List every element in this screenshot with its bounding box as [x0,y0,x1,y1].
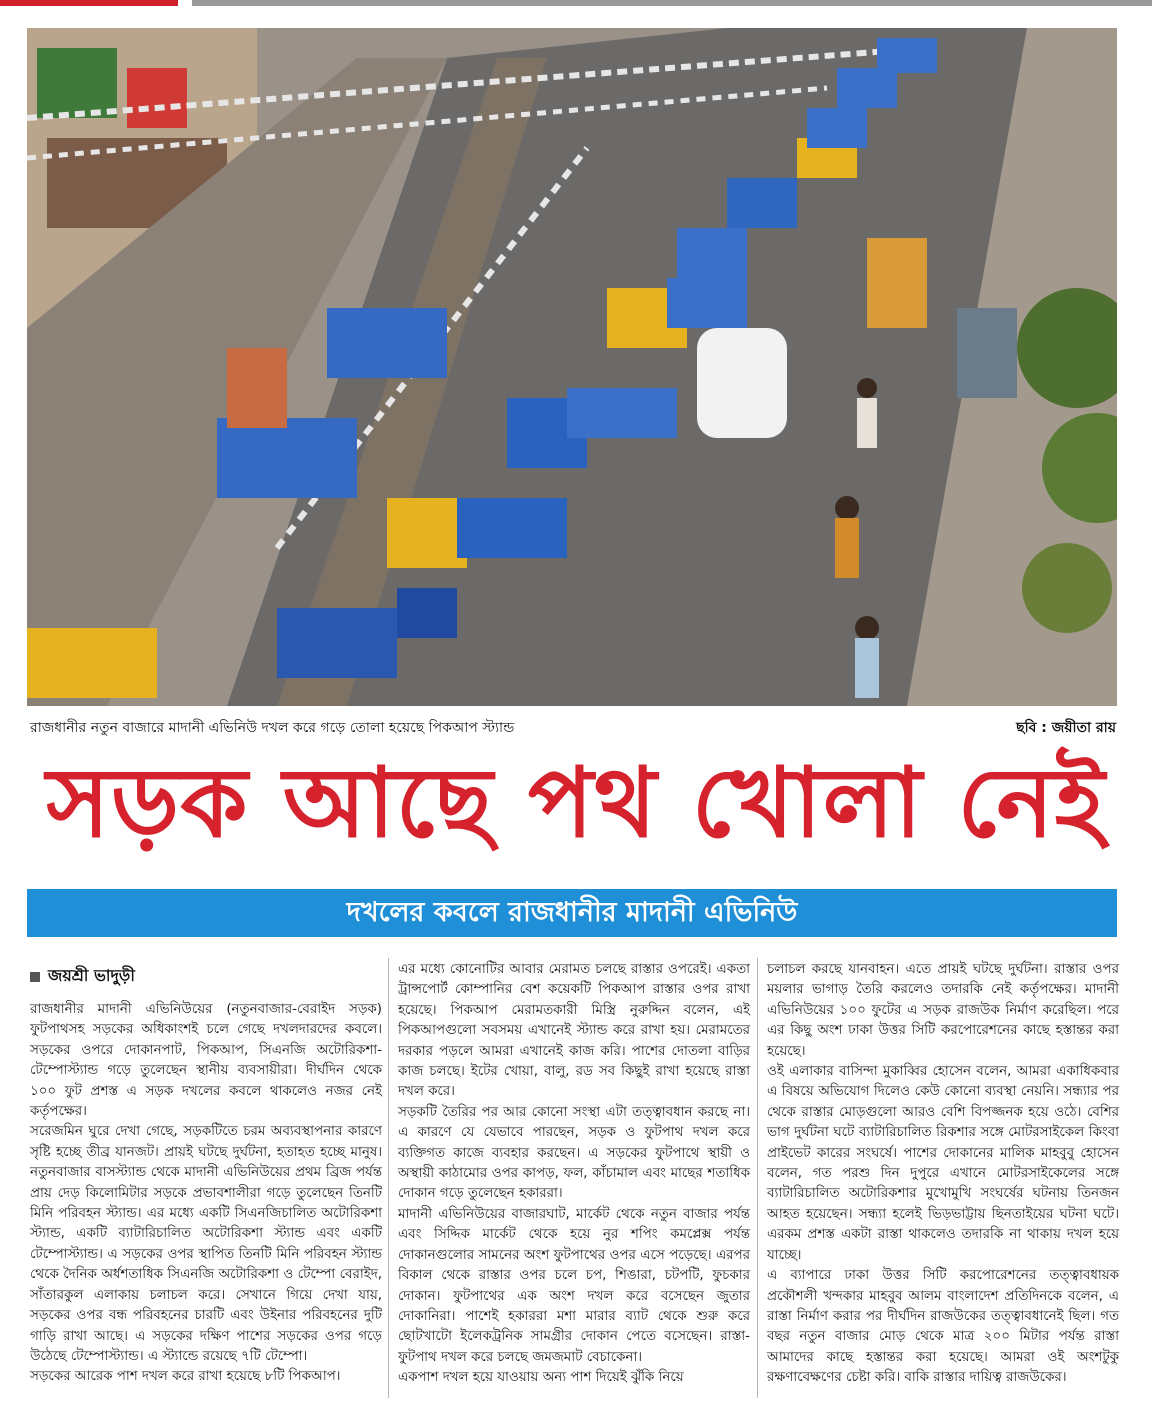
street-photo-illustration [27,28,1117,706]
paragraph: ওই এলাকার বাসিন্দা মুকাব্বির হোসেন বলেন, আমরা একাধিকবার এ বিষয়ে অভিযোগ দিলেও কেউ কোনো ব্যবস্থা নেয়নি। সন্ধ্যার পর থেকে রাস্তার মোড়গুলো আরও বেশি বিপজ্জনক হয়ে ওঠে। বেশির ভাগ দুর্ঘটনা ঘটে ব্যাটারিচালিত রিকশার সঙ্গে মোটরসাইকেল কিংবা প্রাইভেট কারের সংঘর্ষে। পাশের দোকানের মালিক মাহবুবু হোসেন বলেন, গত পরশু দিন দুপুরে এখানে মোটরসাইকেলের সঙ্গে ব্যাটারিচালিত অটোরিকশার মুখোমুখি সংঘর্ষের ঘটনায় তিনজন আহত হয়েছেন। সন্ধ্যা হলেই ভিড়ভাট্টায় ছিনতাইয়ের ঘটনা ঘটে। এরকম প্রশস্ত একটা রাস্তা থাকলেও তদারকি না থাকায় দখল হয়ে যাচ্ছে। [767,1064,1119,1263]
subheadline-bar [27,889,1117,937]
photo-credit: ছবি : জয়ীতা রায় [1016,720,1116,736]
byline-name: জয়শ্রী ভাদুড়ী [48,966,135,985]
news-photo [27,28,1117,706]
byline-square-icon [30,972,40,982]
paragraph: রাজধানীর মাদানী এভিনিউয়ের (নতুনবাজার-বেরাইদ সড়ক) ফুটপাথসহ সড়কের অধিকাংশই চলে গেছে দখলদারদের কবলে। সড়কের ওপরে দোকানপাট, পিকআপ, সিএনজি অটোরিকশা-টেম্পোস্ট্যান্ড গড়ে তুলেছেন স্থানীয় ব্যবসায়ীরা। দীর্ঘদিন থেকে ১০০ ফুট প্রশস্ত এ সড়ক দখলের কবলে থাকলেও নজর নেই কর্তৃপক্ষের। [30,1002,382,1120]
top-rule-gray [192,0,1152,6]
article-column-2 [398,960,750,1389]
photo-caption: রাজধানীর নতুন বাজারে মাদানী এভিনিউ দখল করে গড়ে তোলা হয়েছে পিকআপ স্ট্যান্ড [30,720,515,736]
paragraph: চলাচল করছে যানবাহন। এতে প্রায়ই ঘটছে দুর্ঘটনা। রাস্তার ওপর ময়লার ভাগাড় তৈরি করলেও তদারকি নেই কর্তৃপক্ষের। মাদানী এভিনিউয়ের ১০০ ফুটের এ সড়ক রাজউক নির্মাণ করেছিল। পরে এর কিছু অংশ ঢাকা উত্তর সিটি করপোরেশনের কাছে হস্তান্তর করা হয়েছে। [767,962,1119,1059]
article-column-3 [767,960,1119,1389]
column-rule-1 [388,958,389,1398]
column-rule-2 [757,958,758,1398]
paragraph: সরেজমিন ঘুরে দেখা গেছে, সড়কটিতে চরম অব্যবস্থাপনার কারণে সৃষ্টি হচ্ছে তীব্র যানজট। প্রায়ই ঘটছে দুর্ঘটনা, হতাহত হচ্ছে মানুষ। নতুনবাজার বাসস্ট্যান্ড থেকে মাদানী এভিনিউয়ের প্রথম ব্রিজ পর্যন্ত প্রায় দেড় কিলোমিটার সড়কে প্রভাবশালীরা গড়ে তুলেছেন তিনটি মিনি পরিবহন স্ট্যান্ড। এর মধ্যে একটি সিএনজিচালিত অটোরিকশা স্ট্যান্ড, একটি ব্যাটারিচালিত অটোরিকশা স্ট্যান্ড এবং একটি টেম্পোস্ট্যান্ড। এ সড়কের ওপর স্থাপিত তিনটি মিনি পরিবহন স্ট্যান্ড থেকে দৈনিক অর্ধশতাধিক সিএনজি অটোরিকশা ও টেম্পো বেরাইদ, সাঁতারকুল এলাকায় চলাচল করে। সেখানে গিয়ে দেখা যায়, সড়কের ওপর বন্ধ পরিবহনের চারটি এবং উইনার পরিবহনের দুটি গাড়ি রাখা আছে। এ সড়কের দক্ষিণ পাশের সড়কের ওপর গড়ে উঠেছে টেম্পোস্ট্যান্ড। এ স্ট্যান্ডে রয়েছে ৭টি টেম্পো। [30,1124,382,1364]
paragraph: এর মধ্যে কোনোটির আবার মেরামত চলছে রাস্তার ওপরেই। একতা ট্রান্সপোর্ট কোম্পানির বেশ কয়েকটি পিকআপ রাস্তার ওপর রাখা হয়েছে। পিকআপ মেরামতকারী মিস্ত্রি নুরুদ্দিন বলেন, এই পিকআপগুলো সবসময় এখানেই স্ট্যান্ড করে রাখা হয়। মেরামতের দরকার পড়লে আমরা এখানেই কাজ করি। পাশের দোতলা বাড়ির কাজ চলছে। ইটের খোয়া, বালু, রড সব কিছুই রাখা হয়েছে রাস্তা দখল করে। [398,962,750,1100]
headline: সড়ক আছে পথ খোলা নেই [46,747,1106,859]
paragraph: সড়কটি তৈরির পর আর কোনো সংস্থা এটা তত্ত্বাবধান করছে না। এ কারণে যে যেভাবে পারছেন, সড়ক ও ফুটপাথ দখল করে ব্যক্তিগত কাজে ব্যবহার করছেন। এ সড়কের ফুটপাথে স্থায়ী ও অস্থায়ী কাঠামোর ওপর কাপড়, ফল, কাঁচামাল এবং মাছের শতাধিক দোকান গড়ে তুলেছেন হকাররা। [398,1104,750,1202]
paragraph: একপাশ দখল হয়ে যাওয়ায় অন্য পাশ দিয়েই ঝুঁকি নিয়ে [398,1370,684,1386]
subheadline: দখলের কবলে রাজধানীর মাদানী এভিনিউ [346,897,798,928]
article-column-1 [30,1000,382,1388]
paragraph: এ ব্যাপারে ঢাকা উত্তর সিটি করপোরেশনের তত্ত্বাবধায়ক প্রকৌশলী খন্দকার মাহবুব আলম বাংলাদেশ প্রতিদিনকে বলেন, এ রাস্তা নির্মাণ করার পর দীর্ঘদিন রাজউকের তত্ত্বাবধানেই ছিল। গত বছর নতুন বাজার মোড় থেকে মাত্র ২০০ মিটার পর্যন্ত রাস্তা আমাদের কাছে হস্তান্তর করা হয়েছে। আমরা ওই অংশটুকু রক্ষণাবেক্ষণের চেষ্টা করি। বাকি রাস্তার দায়িত্ব রাজউকের। [767,1268,1119,1386]
paragraph: মাদানী এভিনিউয়ের বাজারঘাট, মার্কেট থেকে নতুন বাজার পর্যন্ত এবং সিদ্দিক মার্কেট থেকে হয়ে নুর শপিং কমপ্লেক্স পর্যন্ত দোকানগুলোর সামনের অংশ ফুটপাথের ওপর এসে পড়েছে। এরপর বিকাল থেকে রাস্তার ওপর চলে চপ, শিঙারা, চটপটি, ফুচকার দোকান। ফুটপাথের এক অংশ দখল করে বসেছেন জুতার দোকানিরা। পাশেই হকাররা মশা মারার ব্যাট থেকে শুরু করে ছোটখাটো ইলেকট্রনিক সামগ্রীর দোকান পেতে বসেছেন। রাস্তা-ফুটপাথ দখল করে চলছে জমজমাট বেচাকেনা। [398,1206,750,1365]
top-rule-red [0,0,178,6]
paragraph: সড়কের আরেক পাশ দখল করে রাখা হয়েছে ৮টি পিকআপ। [30,1369,341,1385]
byline [30,963,135,990]
